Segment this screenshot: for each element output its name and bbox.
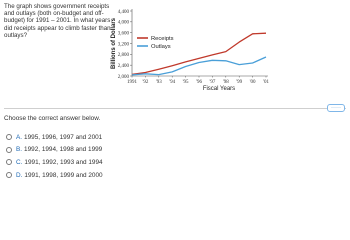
option-d-text: 1991, 1998, 1999 and 2000 bbox=[24, 171, 103, 179]
y-tick-label-4: 3,600 bbox=[117, 31, 129, 37]
x-tick-label-7: '98 bbox=[222, 80, 229, 85]
question-text: The graph shows government receipts and outlays (both on-budget and off-budget) for 1991 – 2001. In what years did receipts appear to climb faster than outlays? bbox=[4, 3, 111, 39]
x-tick-label-0: 1991 bbox=[127, 80, 137, 85]
option-a[interactable] bbox=[6, 131, 103, 144]
series-line-outlays bbox=[132, 57, 266, 75]
option-a-letter: A. bbox=[16, 133, 23, 141]
radio-a[interactable] bbox=[6, 134, 12, 140]
y-tick-label-6: 4,400 bbox=[117, 9, 129, 15]
chart-svg bbox=[0, 0, 350, 110]
y-tick-label-3: 3,200 bbox=[117, 42, 129, 48]
section-divider bbox=[4, 108, 346, 109]
option-b[interactable] bbox=[6, 144, 103, 157]
more-options-button[interactable]: ····· bbox=[327, 104, 345, 112]
x-tick-label-3: '94 bbox=[169, 80, 176, 85]
radio-c[interactable] bbox=[6, 159, 12, 165]
x-tick-label-8: '99 bbox=[236, 80, 243, 85]
x-tick-label-5: '96 bbox=[196, 80, 202, 85]
option-d[interactable] bbox=[6, 169, 103, 182]
option-a-text: 1995, 1996, 1997 and 2001 bbox=[24, 133, 103, 141]
x-tick-label-4: '95 bbox=[182, 80, 189, 85]
y-tick-label-0: 2,000 bbox=[117, 74, 129, 80]
option-c[interactable] bbox=[6, 156, 103, 169]
radio-b[interactable] bbox=[6, 147, 12, 153]
x-tick-label-6: '97 bbox=[209, 80, 216, 85]
legend-label-receipts: Receipts bbox=[151, 36, 174, 42]
x-tick-label-10: '01 bbox=[263, 80, 269, 85]
option-b-letter: B. bbox=[16, 146, 23, 154]
option-c-text: 1991, 1992, 1993 and 1994 bbox=[24, 158, 103, 166]
radio-d[interactable] bbox=[6, 172, 12, 178]
answer-prompt: Choose the correct answer below. bbox=[4, 115, 101, 122]
x-tick-label-2: '93 bbox=[155, 80, 162, 85]
x-tick-label-1: '92 bbox=[142, 80, 149, 85]
y-tick-label-5: 4,000 bbox=[117, 20, 129, 26]
legend-label-outlays: Outlays bbox=[151, 44, 171, 50]
x-axis-title: Fiscal Years bbox=[202, 86, 236, 92]
answer-options bbox=[6, 131, 103, 181]
option-d-letter: D. bbox=[16, 171, 23, 179]
y-tick-label-1: 2,400 bbox=[117, 63, 129, 69]
option-c-letter: C. bbox=[16, 158, 23, 166]
y-axis-title: Billions of Dollars bbox=[111, 17, 117, 70]
option-b-text: 1992, 1994, 1998 and 1999 bbox=[24, 146, 103, 154]
x-tick-label-9: '00 bbox=[249, 80, 256, 85]
y-tick-label-2: 2,800 bbox=[117, 53, 129, 59]
